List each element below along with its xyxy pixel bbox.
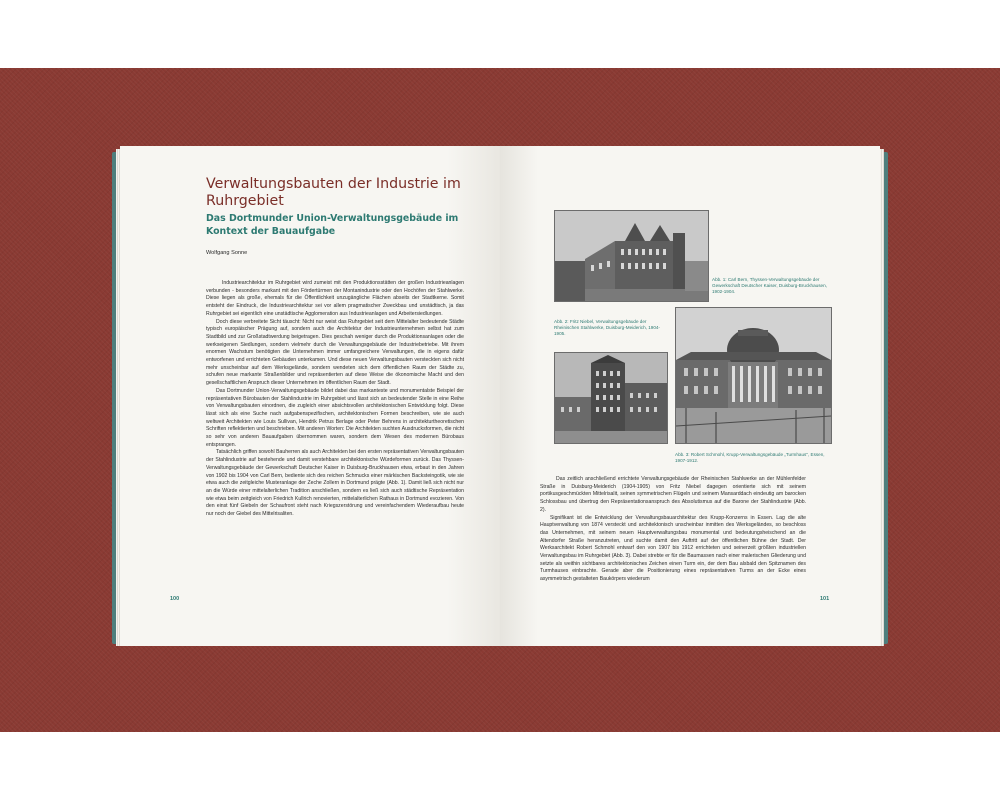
caption-abb-2: Abb. 2: Fritz Niebel, Verwaltungsgebäude der Rheinischen Stahlwerke, Duisburg-Meiderich, 1904-1905.: [554, 319, 660, 337]
page-number-left: 100: [170, 596, 180, 602]
caption-abb-3: Abb. 3: Robert Schmohl, Krupp-Verwaltungsgebäude „Turmhaus", Essen, 1907-1912.: [675, 452, 825, 464]
chapter-title: Verwaltungsbauten der Industrie im Ruhrgebiet: [206, 176, 461, 209]
author-name: Wolfgang Sonne: [206, 250, 248, 256]
page-number-right: 101: [820, 596, 830, 602]
photo-thyssen-building: [554, 210, 709, 302]
chapter-subtitle: Das Dortmunder Union-Verwaltungsgebäude im Kontext der Bauaufgabe: [206, 213, 459, 237]
left-body-text: [206, 280, 464, 519]
open-book: [112, 146, 888, 646]
caption-abb-1: Abb. 1: Carl Bern, Thyssen-Verwaltungsgebäude der Gewerkschaft Deutscher Kaiser, Duisburg-Bruckhausen, 1902-1904.: [712, 277, 827, 295]
right-body-text: [540, 476, 806, 584]
paragraph: Signifikant ist die Entwicklung der Verwaltungsbauarchitektur des Krupp-Konzerns in Essen. Lag die alte Hauptverwaltung von 1874 versteckt und architektonisch unscheinbar inmitten des Werksgeländes, so beschloss das Unternehmen, mit seinem neuen Hauptverwaltungsbau monumental und bedeutungsheischend an die Altendorfer Straße heranzutreten, und suchte damit den Auftritt auf der öffentlichen Bühne der Stadt. Der Werksarchitekt Robert Schmohl entwarf den von 1907 bis 1912 errichteten und seinerzeit größten industriellen Verwaltungsbau im Ruhrgebiet (Abb. 3). Dabei strebte er für die Baumassen nach einer malerischen Gliederung und setzte als weithin sichtbares architektonisches Zeichen einen Turm ein, der dem Bau alsbald den Spitznamen des Turmhauses einbrachte. Gerade aber die Positionierung eines repräsentativen Turms an der Ecke eines asymmetrisch gestalteten Baukörpers wiederum: [540, 514, 806, 583]
left-page: [120, 146, 500, 646]
paragraph: Industriearchitektur im Ruhrgebiet wird zumeist mit den Produktionsstätten der großen Industrieanlagen verbunden - besonders markant mit den Fördertürmen der Montanindustrie oder den Hochöfen der Stahlwerke. Diese liegen als große, ehemals für die Öffentlichkeit unzugängliche Flächen abseits der Stadtkerne. Somit entsteht der Eindruck, die Industriearchitektur sei vor allem pragmatischer Zweckbau und unstädtisch, ja das Ruhrgebiet sei eigentlich eine unstädtische Agglomeration aus Industrieanlagen und Arbeitersiedlungen.: [206, 280, 464, 317]
right-page: [500, 146, 880, 646]
paragraph: Das zeitlich anschließend errichtete Verwaltungsgebäude der Rheinischen Stahlwerke an der Mühlenfelder Straße in Duisburg-Meiderich (1904-1905) von Fritz Niebel dagegen orientierte sich mit seinem portikusgeschmückten Mittelrisalit, seinen symmetrischen Flügeln und seinem Mansarddach eindeutig am barocken Schlossbau und übertrug den Repräsentationsanspruch des Absolutismus auf die Barone der Stahlindustrie (Abb. 2).: [540, 476, 806, 513]
photo-rheinische-stahlwerke-building: [554, 352, 668, 444]
paragraph: Doch diese verbreitete Sicht täuscht: Nicht nur weist das Ruhrgebiet seit dem Mittelalter bedeutende Städte typisch europäischer Prägung auf, sondern auch die Architektur der Industrieunternehmen selbst hat zum Stadtbild und zur Großstadtwerdung beigetragen. Dies geschah weniger durch die Produktionsanlagen oder die werkseigenen Siedlungen, sondern vielmehr durch die Verwaltungsgebäude der Industriebetriebe. Mit ihrem enormen Wachstum benötigten die Unternehmen immer umfangreichere Verwaltungen, die in eigens dafür entworfenen und errichteten Gebäuden unterkamen. Und diese neuen Verwaltungsbauten versteckten sich nicht mehr unscheinbar auf dem Werksgelände, sondern wendeten sich dem öffentlichen Raum der Städte zu, schufen neue markante Straßenbilder und repräsentierten auf diese Weise die ökonomische Macht und den gesellschaftlichen Anspruch dieser Unternehmen im öffentlichen Raum der Stadt.: [206, 318, 464, 387]
paragraph: Tatsächlich griffen sowohl Bauherren als auch Architekten bei den ersten repräsentativen Verwaltungsbauten der Stahlindustrie auf bestehende und damit verstehbare architektonische Würdeformen zurück. Das Thyssen-Verwaltungsgebäude der Gewerkschaft Deutscher Kaiser in Duisburg-Bruckhausen etwa, erbaut in den Jahren von 1902 bis 1904 von Carl Bern, bediente sich des reichen Schmucks einer märkischen Backsteingotik, wie sie etwa auch die zeitgleiche Musteranlage der Zeche Zollern in Dortmund prägte (Abb. 1). Damit ließ sich nicht nur an die Würde einer mittelalterlichen Tradition anschließen, sondern es ließ sich auch städtische Repräsentation wie etwa beim zeitgleich von Friedrich Kullrich renovierten, mittelalterlichen Rathaus in Dortmund evozieren. Von den einst fünf Giebeln der Schaufront steht nach Kriegszerstörung und vereinfachendem Wiederaufbau heute nur noch der Giebel des Mittelrisaliten.: [206, 449, 464, 518]
paragraph: Das Dortmunder Union-Verwaltungsgebäude bildet dabei das markanteste und monumentalste Beispiel der repräsentativen Bürobauten der Stahlindustrie im Ruhrgebiet und lässt sich an bedeutender Stelle in eine Reihe von Verwaltungsbauten einordnen, die zugleich einer absichtsvollen architektonischen Entwicklung folgt. Diese lässt sich als eine Suche nach aufgabenspezifischen, architektonischen Formen beschreiben, wie sie auch weltweit Architekten wie Louis Sullivan, Hendrik Petrus Berlage oder Peter Behrens in architekturtheoretischen Schriften reflektierten und beschrieben. Mit anderen Worten: Die Architekten suchten Ausdrucksformen, die nicht so sehr von anderen Bauaufgaben übernommen waren, sondern dem Wesen des modernen Bürobaus entsprangen.: [206, 387, 464, 448]
photo-krupp-building: [675, 307, 832, 444]
